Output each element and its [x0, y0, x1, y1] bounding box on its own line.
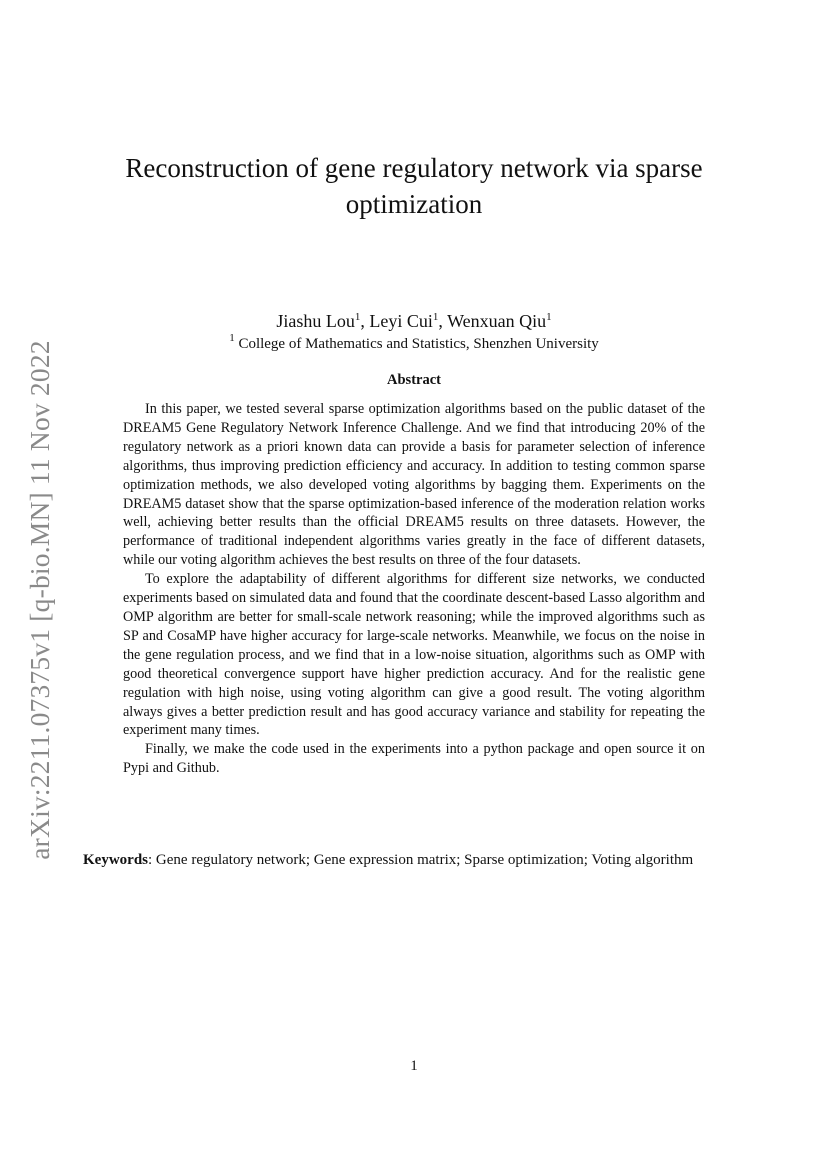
arxiv-identifier-stamp: arXiv:2211.07375v1 [q-bio.MN] 11 Nov 2022: [24, 340, 55, 860]
abstract-heading: Abstract: [387, 372, 441, 388]
affiliation-mark: 1: [229, 332, 235, 344]
keywords-separator: :: [148, 852, 156, 868]
author-name: Jiashu Lou: [276, 311, 355, 331]
abstract-paragraph: In this paper, we tested several sparse optimization algorithms based on the public dataset of the DREAM5 Gene Regulatory Network Inference Challenge. And we find that introducing 20% of the regulatory network as a priori known data can provide a basis for parameter selection of inference algorithms, thus improving prediction efficiency and accuracy. In addition to testing common sparse optimization methods, we also developed voting algorithms by bagging them. Experiments on the DREAM5 dataset show that the sparse optimization-based inference of the moderation relation works well, achieving better results than the official DREAM5 results on three datasets. However, the performance of traditional independent algorithms varies greatly in the face of different datasets, while our voting algorithm achieves the best results on three of the four datasets.: [123, 401, 705, 569]
author-name: Leyi Cui: [369, 311, 433, 331]
paper-title: Reconstruction of gene regulatory network via sparse optimization: [125, 153, 703, 219]
author-name: Wenxuan Qiu: [447, 311, 547, 331]
author-separator: ,: [360, 311, 370, 331]
keywords-text: Gene regulatory network; Gene expression matrix; Sparse optimization; Voting algorithm: [155, 852, 694, 868]
author-affiliation-mark: 1: [546, 311, 552, 323]
keywords-section: [83, 850, 747, 870]
author-affiliation-mark: 1: [432, 311, 439, 323]
author-separator: ,: [438, 311, 448, 331]
affiliation-line: [100, 334, 728, 354]
abstract-paragraph: Finally, we make the code used in the experiments into a python package and open source it on Pypi and Github.: [123, 741, 705, 777]
author-affiliation-mark: 1: [354, 311, 361, 323]
keywords-label: Keywords: [83, 852, 148, 868]
affiliation-text: College of Mathematics and Statistics, Shenzhen University: [238, 336, 599, 352]
page-number: 1: [410, 1058, 418, 1074]
author-list: [100, 310, 728, 332]
abstract-paragraph: To explore the adaptability of different algorithms for different size networks, we conducted experiments based on simulated data and found that the coordinate descent-based Lasso algorithm and OMP algorithm are better for small-scale network reasoning; while the improved algorithms such as SP and CosaMP have higher accuracy for large-scale networks. Meanwhile, we focus on the noise in the gene regulation process, and we find that in a low-noise situation, algorithms such as OMP with good theoretical convergence support have higher prediction accuracy. And for the realistic gene regulation with high noise, using voting algorithm can give a good result. The voting algorithm always gives a better prediction result and has good accuracy variance and stability for repeating the experiment many times.: [123, 571, 705, 739]
abstract-body: [123, 400, 705, 778]
